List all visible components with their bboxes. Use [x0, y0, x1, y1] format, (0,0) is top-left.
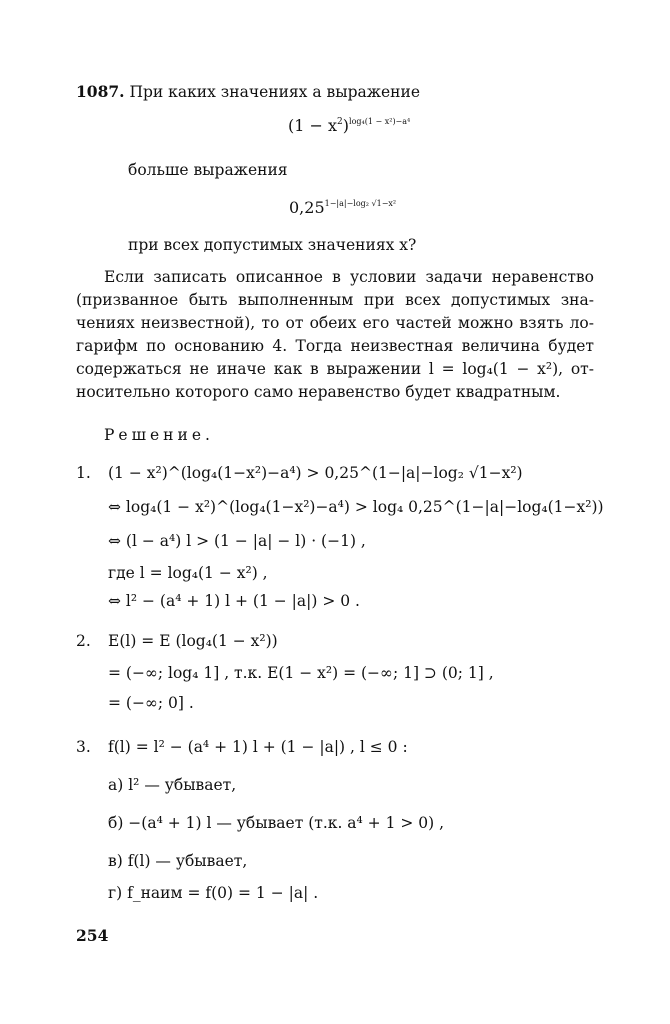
step1-number: 1. — [76, 464, 91, 482]
step3-line1 — [76, 740, 408, 756]
step1-line3: ⇔ (l − a⁴) l > (1 − |a| − l) · (−1) , — [108, 532, 366, 550]
step1-line5: ⇔ l² − (a⁴ + 1) l + (1 − |a|) > 0 . — [108, 592, 360, 610]
explanation-line-1: Если записать описанное в условии задачи неравенство — [104, 268, 594, 286]
expr1-base: (1 − x — [288, 116, 338, 135]
problem-number: 1087. — [76, 82, 125, 101]
question-line-1: При каких значениях a выражение — [129, 83, 421, 101]
solution-heading: Решение. — [104, 426, 214, 444]
step2-number: 2. — [76, 632, 91, 650]
expr2-exponent: 1−|a|−log₂ √1−x² — [324, 199, 397, 208]
explanation-line-5: содержаться не иначе как в выражении l = log₄(1 − x²), от- — [76, 360, 594, 378]
step2-formula-1: E(l) = E (log₄(1 − x²)) — [108, 632, 278, 650]
step3-item-d: г) f_наим = f(0) = 1 − |a| . — [108, 884, 319, 902]
question-line-3: при всех допустимых значениях x? — [128, 236, 417, 254]
question-line-2: больше выражения — [128, 161, 288, 179]
explanation-line-6: носительно которого само неравенство будет квадратным. — [76, 383, 561, 401]
step1-formula-1: (1 − x²)^(log₄(1−x²)−a⁴) > 0,25^(1−|a|−log₂ √1−x²) — [108, 464, 523, 482]
explanation-line-3: чениях неизвестной), то от обеих его частей можно взять ло- — [76, 314, 594, 332]
step3-formula-1: f(l) = l² − (a⁴ + 1) l + (1 − |a|) , l ≤ 0 : — [108, 738, 408, 756]
step2-line2: = (−∞; log₄ 1] , т.к. E(1 − x²) = (−∞; 1] ⊃ (0; 1] , — [108, 664, 494, 682]
step1-line4: где l = log₄(1 − x²) , — [108, 564, 268, 582]
expr1-exponent: log₄(1 − x²)−a⁴ — [349, 117, 411, 126]
step2-line1 — [76, 634, 278, 650]
step3-item-b: б) −(a⁴ + 1) l — убывает (т.к. a⁴ + 1 > 0) , — [108, 814, 445, 832]
problem-statement — [76, 84, 420, 101]
expr2-base: 0,25 — [289, 198, 325, 217]
explanation-line-2: (призванное быть выполненным при всех допустимых зна- — [76, 291, 594, 309]
step2-line3: = (−∞; 0] . — [108, 694, 194, 712]
expr1-close: ) — [342, 116, 350, 135]
page-number: 254 — [76, 926, 109, 945]
step1-line2: ⇔ log₄(1 − x²)^(log₄(1−x²)−a⁴) > log₄ 0,25^(1−|a|−log₄(1−x²)) — [108, 498, 604, 516]
explanation-line-4: гарифм по основанию 4. Тогда неизвестная величина будет — [76, 337, 594, 355]
expression-1: $(1 - x^2)^{log_4(1 - x^2)-a^4}$ — [288, 116, 411, 135]
step1-line1 — [76, 466, 523, 482]
step3-item-c: в) f(l) — убывает, — [108, 852, 248, 870]
step3-number: 3. — [76, 738, 91, 756]
expression-2 — [289, 200, 396, 216]
step3-item-a: а) l² — убывает, — [108, 776, 237, 794]
